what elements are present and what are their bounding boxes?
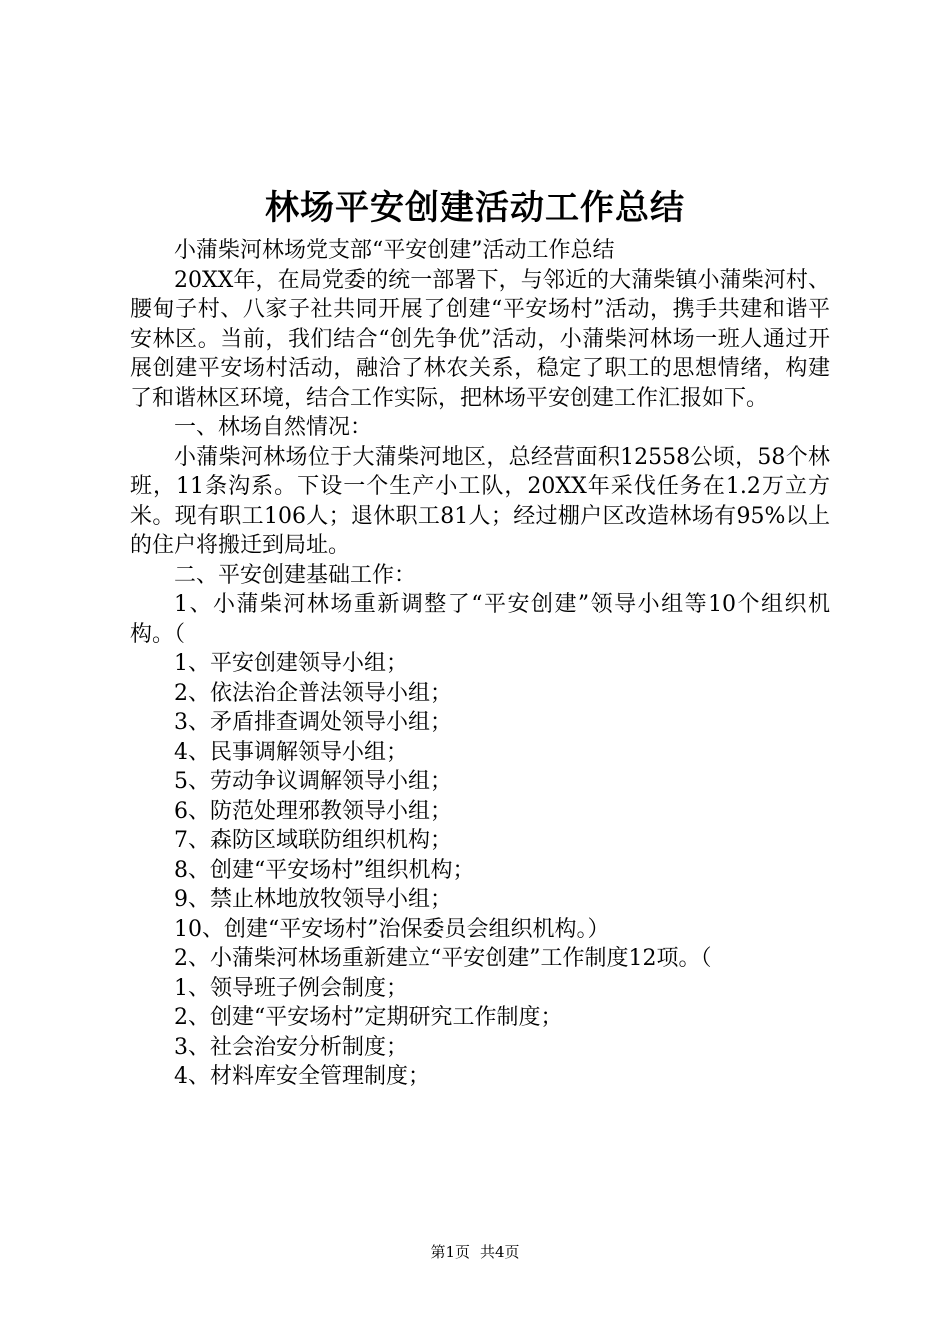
document-body — [130, 236, 830, 1092]
page-total: 共4页 — [480, 1243, 520, 1261]
page-footer — [0, 1241, 950, 1263]
paragraph-organizations: 1、小蒲柴河林场重新调整了“平安创建”领导小组等10个组织机构。（ — [130, 592, 830, 647]
list-item: 5、劳动争议调解领导小组； — [174, 769, 452, 794]
list-item: 1、平安创建领导小组； — [174, 651, 408, 676]
paragraph-heading: 小蒲柴河林场党支部“平安创建”活动工作总结 — [174, 238, 615, 263]
list-item: 4、材料库安全管理制度； — [174, 1064, 430, 1089]
list-item: 3、社会治安分析制度； — [174, 1034, 408, 1060]
list-item: 3、矛盾排查调处领导小组； — [174, 710, 452, 735]
page-number: 第1页 — [430, 1243, 470, 1261]
list-item: 1、领导班子例会制度； — [174, 975, 408, 1001]
section-heading-2: 二、平安创建基础工作： — [174, 562, 417, 588]
paragraph-natural-conditions: 小蒲柴河林场位于大蒲柴河地区，总经营面积12558公顷，58个林班，11条沟系。下设一个生产小工队，20XX年采伐任务在1.2万立方米。现有职工106人；退休职工81人；经过棚户区改造林场有95%以上的住户将搬迁到局址。 — [130, 444, 830, 558]
list-item: 9、禁止林地放牧领导小组； — [174, 887, 452, 912]
list-item: 8、创建“平安场村”组织机构； — [174, 857, 475, 883]
list-item: 10、创建“平安场村”治保委员会组织机构。） — [174, 916, 610, 942]
paragraph-intro: 20XX年，在局党委的统一部署下，与邻近的大蒲柴镇小蒲柴河村、腰甸子村、八家子社共同开展了创建“平安场村”活动，携手共建和谐平安林区。当前，我们结合“创先争优”活动，小蒲柴河林场一班人通过开展创建平安场村活动，融洽了林农关系，稳定了职工的思想情绪，构建了和谐林区环境，结合工作实际，把林场平安创建工作汇报如下。 — [130, 267, 830, 411]
list-item: 4、民事调解领导小组； — [174, 739, 408, 765]
list-item: 6、防范处理邪教领导小组； — [174, 798, 452, 824]
paragraph-systems: 2、小蒲柴河林场重新建立“平安创建”工作制度12项。（ — [174, 946, 712, 971]
list-item: 7、森防区域联防组织机构； — [174, 828, 452, 853]
document-title: 林场平安创建活动工作总结 — [265, 188, 685, 228]
section-heading-1: 一、林场自然情况： — [174, 415, 373, 440]
list-item: 2、依法治企普法领导小组； — [174, 680, 452, 706]
list-item: 2、创建“平安场村”定期研究工作制度； — [174, 1005, 563, 1030]
